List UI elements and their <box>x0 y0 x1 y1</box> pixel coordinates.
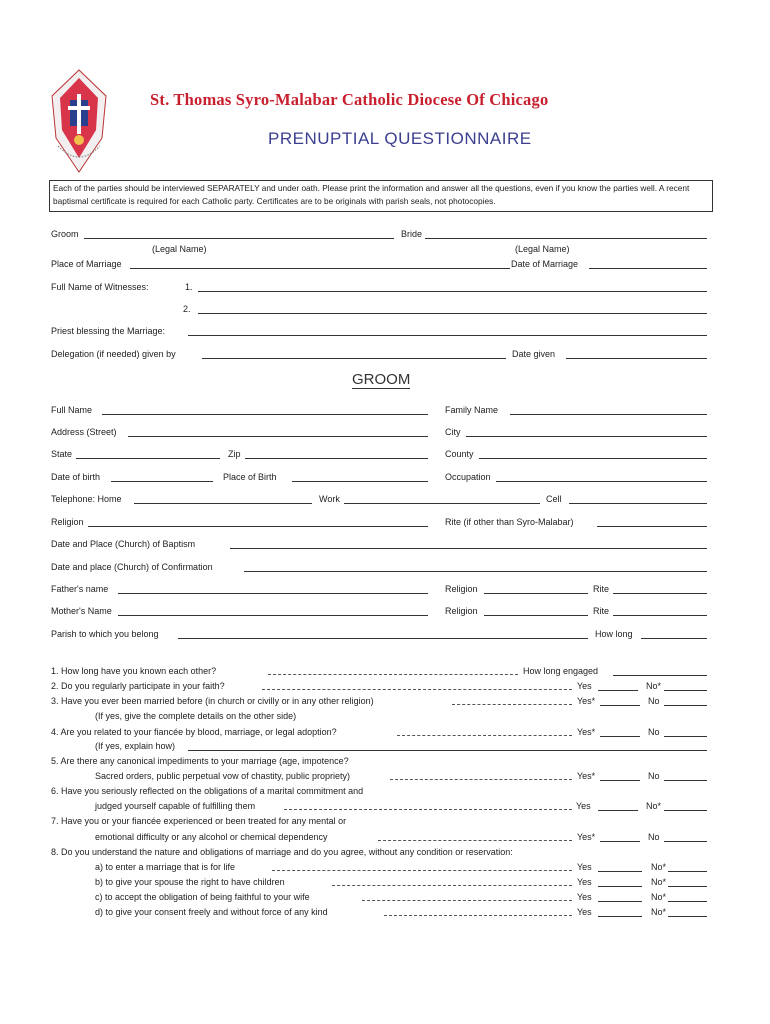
county-field[interactable] <box>479 458 707 459</box>
q5-yes-label: Yes* <box>577 771 596 781</box>
rite-other-field[interactable] <box>597 526 707 527</box>
groom-label: Groom <box>51 229 79 239</box>
q8c-no-label: No* <box>651 892 667 902</box>
diocese-seal <box>48 68 110 176</box>
leader-dashes <box>397 735 572 736</box>
question-7b: emotional difficulty or any alcohol or chemical dependency <box>95 832 328 842</box>
q5-yes-field[interactable] <box>600 780 640 781</box>
question-4: 4. Are you related to your fiancée by blood, marriage, or legal adoption? <box>51 727 337 737</box>
date-given-label: Date given <box>512 349 556 359</box>
q4-yes-label: Yes* <box>577 727 596 737</box>
leader-dashes <box>268 674 518 675</box>
priest-field[interactable] <box>188 335 707 336</box>
witness-1-field[interactable] <box>198 291 707 292</box>
father-label: Father's name <box>51 584 109 594</box>
mother-religion-label: Religion <box>445 606 478 616</box>
telephone-label: Telephone: Home <box>51 494 122 504</box>
question-5b: Sacred orders, public perpetual vow of chastity, public propriety) <box>95 771 350 781</box>
question-1b: How long engaged <box>523 666 599 676</box>
question-1: 1. How long have you known each other? <box>51 666 217 676</box>
question-3: 3. Have you ever been married before (in church or civilly or in any other religion) <box>51 696 374 706</box>
question-6: 6. Have you seriously reflected on the obligations of a marital commitment and <box>51 786 364 796</box>
zip-label: Zip <box>228 449 241 459</box>
baptism-field[interactable] <box>230 548 707 549</box>
q8b-yes-label: Yes <box>577 877 592 887</box>
question-7: 7. Have you or your fiancée experienced or been treated for any mental or <box>51 816 347 826</box>
q8c-yes-label: Yes <box>577 892 592 902</box>
full-name-label: Full Name <box>51 405 93 415</box>
city-label: City <box>445 427 461 437</box>
q6-no-label: No* <box>646 801 662 811</box>
q7-yes-field[interactable] <box>600 841 640 842</box>
confirmation-field[interactable] <box>244 571 707 572</box>
date-given-field[interactable] <box>566 358 707 359</box>
how-long-engaged-field[interactable] <box>613 675 707 676</box>
occupation-label: Occupation <box>445 472 491 482</box>
mother-religion-field[interactable] <box>484 615 588 616</box>
parish-label: Parish to which you belong <box>51 629 159 639</box>
father-religion-field[interactable] <box>484 593 588 594</box>
groom-name-field[interactable] <box>84 238 394 239</box>
q4-yes-field[interactable] <box>600 736 640 737</box>
mother-rite-label: Rite <box>593 606 610 616</box>
q4-no-field[interactable] <box>664 736 707 737</box>
q3-no-label: No <box>648 696 660 706</box>
place-of-marriage-label: Place of Marriage <box>51 259 122 269</box>
question-6b: judged yourself capable of fulfilling them <box>95 801 256 811</box>
mother-rite-field[interactable] <box>613 615 707 616</box>
legal-name-note: (Legal Name) <box>515 244 570 254</box>
leader-dashes <box>284 809 572 810</box>
q8a-yes-label: Yes <box>577 862 592 872</box>
father-rite-field[interactable] <box>613 593 707 594</box>
religion-label: Religion <box>51 517 84 527</box>
leader-dashes <box>384 915 572 916</box>
state-field[interactable] <box>76 458 220 459</box>
question-8c: c) to accept the obligation of being faithful to your wife <box>95 892 310 902</box>
q3-note: (If yes, give the complete details on the other side) <box>95 711 297 721</box>
q7-yes-label: Yes* <box>577 832 596 842</box>
address-label: Address (Street) <box>51 427 117 437</box>
q8d-yes-field[interactable] <box>598 916 642 917</box>
q6-no-field[interactable] <box>664 810 707 811</box>
leader-dashes <box>332 885 572 886</box>
rite-other-label: Rite (if other than Syro-Malabar) <box>445 517 574 527</box>
leader-dashes <box>272 870 572 871</box>
q8c-yes-field[interactable] <box>598 901 642 902</box>
occupation-field[interactable] <box>496 481 707 482</box>
groom-section-heading: GROOM <box>352 371 411 388</box>
q5-no-field[interactable] <box>664 780 707 781</box>
delegation-label: Delegation (if needed) given by <box>51 349 176 359</box>
father-field[interactable] <box>118 593 428 594</box>
place-of-marriage-field[interactable] <box>130 268 510 269</box>
q3-no-field[interactable] <box>664 705 707 706</box>
q3-yes-label: Yes* <box>577 696 596 706</box>
q8b-yes-field[interactable] <box>598 886 642 887</box>
county-label: County <box>445 449 474 459</box>
question-2: 2. Do you regularly participate in your faith? <box>51 681 225 691</box>
family-name-field[interactable] <box>510 414 707 415</box>
work-label: Work <box>319 494 340 504</box>
leader-dashes <box>262 689 572 690</box>
address-field[interactable] <box>128 436 428 437</box>
mother-field[interactable] <box>118 615 428 616</box>
full-name-field[interactable] <box>102 414 428 415</box>
city-field[interactable] <box>466 436 707 437</box>
q6-yes-label: Yes <box>576 801 591 811</box>
q7-no-field[interactable] <box>664 841 707 842</box>
q8a-yes-field[interactable] <box>598 871 642 872</box>
q2-yes-field[interactable] <box>598 690 638 691</box>
leader-dashes <box>390 779 572 780</box>
q8a-no-field[interactable] <box>668 871 707 872</box>
cell-phone-field[interactable] <box>569 503 707 504</box>
question-8a: a) to enter a marriage that is for life <box>95 862 236 872</box>
how-long-label: How long <box>595 629 633 639</box>
q4-no-label: No <box>648 727 660 737</box>
instructions-box: Each of the parties should be interviewed SEPARATELY and under oath. Please print the information and answer all the questions, even if you know the parties well. A recent baptismal certificate is required for each Catholic party. Certificates are to be originals with parish seals, not photocopies. <box>49 180 713 212</box>
baptism-label: Date and Place (Church) of Baptism <box>51 539 196 549</box>
q8d-yes-label: Yes <box>577 907 592 917</box>
mother-label: Mother's Name <box>51 606 112 616</box>
bride-label: Bride <box>401 229 423 239</box>
q2-yes-label: Yes <box>577 681 592 691</box>
question-8d: d) to give your consent freely and without force of any kind <box>95 907 328 917</box>
priest-label: Priest blessing the Marriage: <box>51 326 166 336</box>
witness-1-label: 1. <box>185 282 193 292</box>
family-name-label: Family Name <box>445 405 499 415</box>
cell-label: Cell <box>546 494 562 504</box>
question-5: 5. Are there any canonical impediments to your marriage (age, impotence? <box>51 756 349 766</box>
how-long-field[interactable] <box>641 638 707 639</box>
q7-no-label: No <box>648 832 660 842</box>
state-label: State <box>51 449 73 459</box>
dob-label: Date of birth <box>51 472 101 482</box>
zip-field[interactable] <box>245 458 428 459</box>
father-rite-label: Rite <box>593 584 610 594</box>
leader-dashes <box>378 840 572 841</box>
q8c-no-field[interactable] <box>668 901 707 902</box>
q8a-no-label: No* <box>651 862 667 872</box>
father-religion-label: Religion <box>445 584 478 594</box>
confirmation-label: Date and place (Church) of Confirmation <box>51 562 213 572</box>
q8b-no-label: No* <box>651 877 667 887</box>
q8d-no-field[interactable] <box>668 916 707 917</box>
dob-field[interactable] <box>111 481 213 482</box>
date-of-marriage-field[interactable] <box>589 268 707 269</box>
religion-field[interactable] <box>88 526 428 527</box>
q5-no-label: No <box>648 771 660 781</box>
q4-note: (If yes, explain how) <box>95 741 176 751</box>
q4-explain-field[interactable] <box>188 750 707 751</box>
question-8b: b) to give your spouse the right to have children <box>95 877 285 887</box>
witness-2-label: 2. <box>183 304 191 314</box>
page-title: PRENUPTIAL QUESTIONNAIRE <box>268 129 532 148</box>
telephone-home-field[interactable] <box>134 503 312 504</box>
question-8: 8. Do you understand the nature and obligations of marriage and do you agree, without any condition or reservation: <box>51 847 513 857</box>
q3-yes-field[interactable] <box>600 705 640 706</box>
witness-2-field[interactable] <box>198 313 707 314</box>
witnesses-label: Full Name of Witnesses: <box>51 282 149 292</box>
q2-no-label: No* <box>646 681 662 691</box>
q8d-no-label: No* <box>651 907 667 917</box>
leader-dashes <box>452 704 572 705</box>
delegation-field[interactable] <box>202 358 506 359</box>
q6-yes-field[interactable] <box>598 810 638 811</box>
pob-field[interactable] <box>292 481 428 482</box>
work-phone-field[interactable] <box>344 503 540 504</box>
bride-name-field[interactable] <box>425 238 707 239</box>
q8b-no-field[interactable] <box>668 886 707 887</box>
date-of-marriage-label: Date of Marriage <box>511 259 579 269</box>
leader-dashes <box>362 900 572 901</box>
diocese-title: St. Thomas Syro-Malabar Catholic Diocese Of Chicago <box>150 90 549 109</box>
parish-field[interactable] <box>178 638 588 639</box>
q2-no-field[interactable] <box>664 690 707 691</box>
pob-label: Place of Birth <box>223 472 277 482</box>
legal-name-note: (Legal Name) <box>152 244 207 254</box>
